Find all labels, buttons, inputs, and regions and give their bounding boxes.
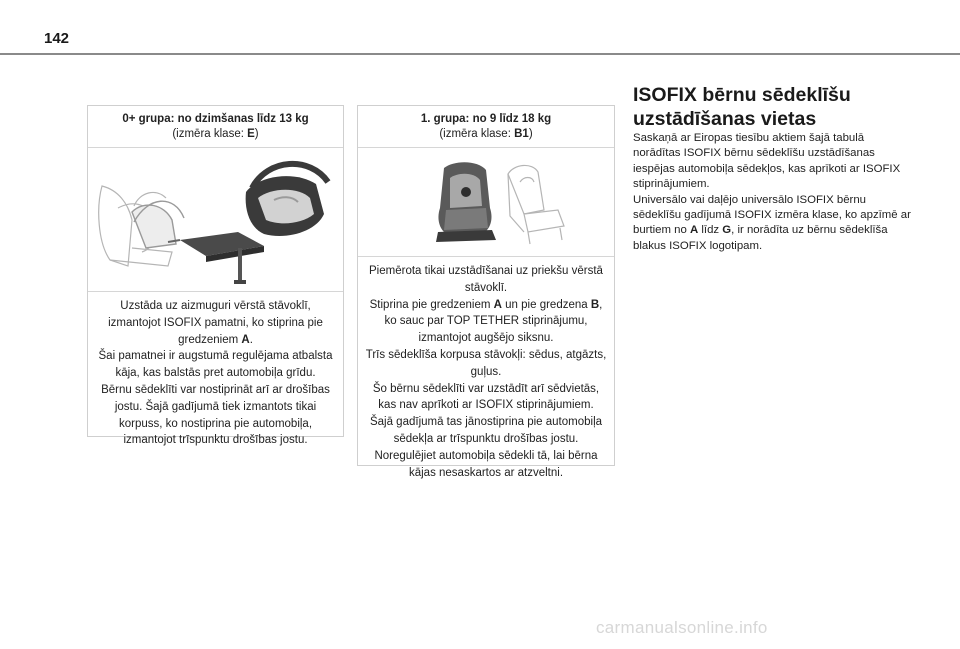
section-title-line: ISOFIX bērnu sēdeklīšu [633,84,851,106]
desc-text: Stiprina pie gredzeniem [369,298,494,311]
section-title-line: uzstādīšanas vietas [633,107,817,130]
card-group-1 [357,105,615,479]
desc-paragraph: Piemērota tikai uzstādīšanai uz priekšu vērstā stāvoklī. [369,265,603,294]
infant-carrier-illustration [88,148,343,292]
size-class-value: B1 [514,128,529,140]
intro-paragraph: Saskaņā ar Eiropas tiesību aktiem šajā tabulā norādītas ISOFIX bērnu sēdeklīšu uzstādīšanas iespējas automobiļa sēdekļos, kas aprīkoti ar ISOFIX stiprinājumiem. [633,132,901,191]
desc-paragraph: Šai pamatnei ir augstumā regulējama atbalsta kāja, kas balstās pret automobiļa grīdu. [98,350,333,380]
ring-label: B [590,298,600,311]
infant-carrier-icon [88,148,343,291]
card-group-0plus [87,105,344,447]
header-rule [0,53,960,55]
intro-text: , ir norādīta uz bērnu sēdeklīša blakus ISOFIX logotipam. [633,224,888,252]
card-header [358,106,614,148]
desc-paragraph: Šo bērnu sēdeklīti var uzstādīt arī sēdvietās, kas nav aprīkoti ar ISOFIX stiprinājumiem. [372,382,600,412]
size-letter: A [689,224,699,237]
watermark: carmanualsonline.info [596,618,768,637]
intro-paragraph [633,193,913,255]
desc-text: , ko sauc par TOP TETHER stiprinājumu, izmantojot augšējo siksnu. [384,298,603,345]
card-description [358,257,614,487]
desc-paragraph: Noregulējiet automobiļa sēdekli tā, lai bērna kājas nesaskartos ar atzveltni. [374,449,598,479]
desc-paragraph: Šajā gadījumā tas jānostiprina pie automobiļa sēdekļa ar trīspunktu drošības jostu. [369,416,603,445]
booster-seat-illustration [358,148,614,257]
intro-text: līdz [698,224,723,237]
desc-paragraph [94,298,337,348]
size-class-prefix: (izmēra klase: [439,128,515,140]
size-class-prefix: (izmēra klase: [172,128,248,140]
card-header [88,106,343,148]
size-letter: G [722,224,732,237]
size-class-line [439,128,532,140]
intro-text: Universālo vai daļējo universālo ISOFIX bērnu sēdeklīšu gadījumā ISOFIX izmēra klase, ko apzīmē ar burtiem no [633,193,911,237]
card-title: 1. grupa: no 9 līdz 18 kg [420,113,552,125]
desc-paragraph [364,297,608,347]
card-title: 0+ grupa: no dzimšanas līdz 13 kg [122,113,309,125]
desc-text: . [249,333,253,346]
size-class-line [172,128,258,140]
booster-seat-icon [358,148,614,256]
card-description [88,292,343,455]
size-class-value: E [247,128,255,140]
ring-label: A [241,333,250,346]
desc-text: Uzstāda uz aizmuguri vērstā stāvoklī, izmantojot ISOFIX pamatni, ko stiprina pie gredzeniem [108,300,323,346]
section-title [633,84,933,131]
size-class-suffix: ) [254,128,259,140]
page-number: 142 [44,30,70,47]
desc-paragraph: Trīs sēdeklīša korpusa stāvokļi: sēdus, atgāzts, guļus. [365,348,607,378]
desc-text: un pie gredzena [501,298,591,311]
size-class-suffix: ) [528,128,533,140]
section-intro [633,131,913,254]
desc-paragraph: Bērnu sēdeklīti var nostiprināt arī ar drošības jostu. Šajā gadījumā tiek izmantots tikai korpuss, ko nostiprina pie automobiļa, izmantojot trīspunktu drošības jostu. [101,383,330,447]
ring-label: A [493,298,502,311]
